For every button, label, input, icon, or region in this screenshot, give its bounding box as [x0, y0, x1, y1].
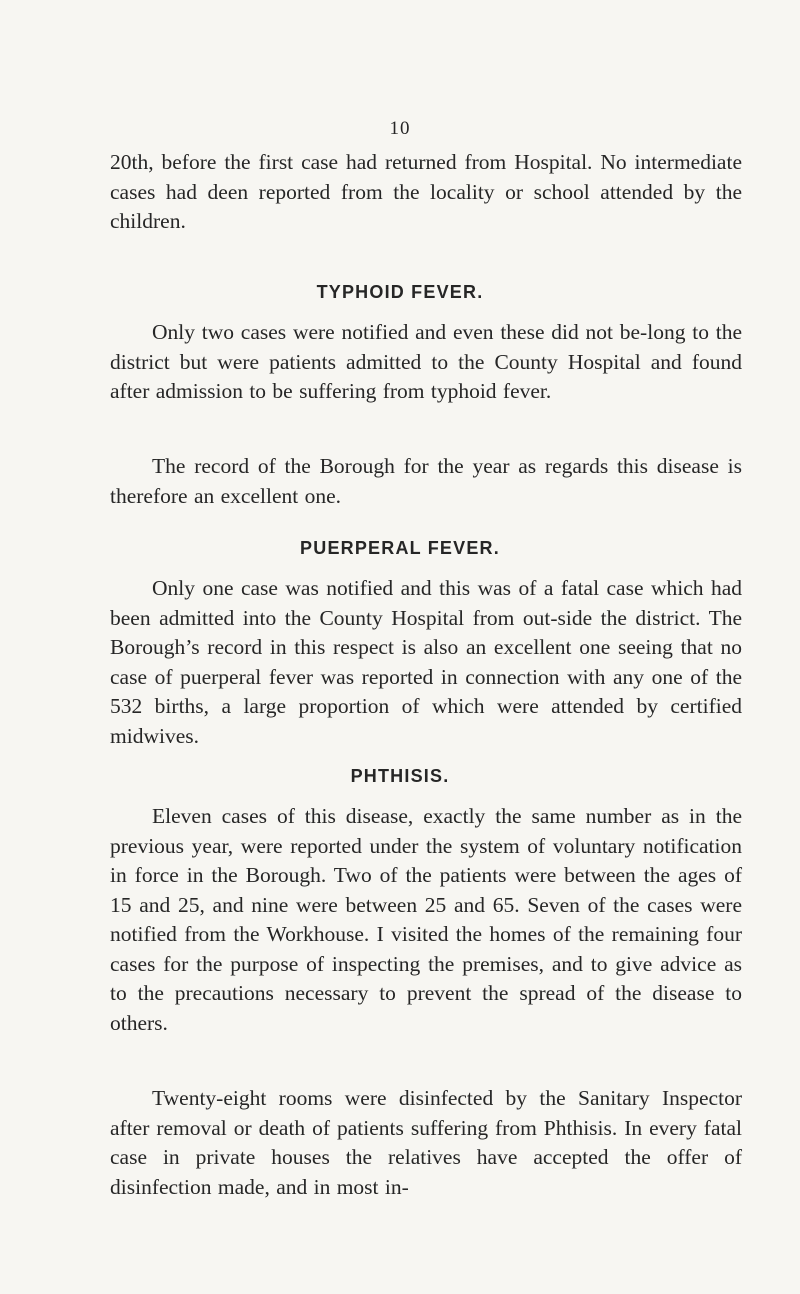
phthisis-heading: PHTHISIS.	[350, 766, 450, 786]
phthisis-paragraph-1: Eleven cases of this disease, exactly the same number as in the previous year, were reported under the system of voluntary notification in force in the Borough. Two of the patients were between the ages of 15 and 25, and nine were between 25 and 65. Seven of the cases were notified from the Workhouse. I visited the homes of the remaining four cases for the purpose of inspecting the premises, and to give advice as to the precautions necessary to prevent the spread of the disease to others.	[110, 804, 742, 1035]
typhoid-fever-heading: TYPHOID FEVER.	[316, 282, 484, 302]
typhoid-paragraph-2: The record of the Borough for the year as regards this disease is therefore an excellent one.	[110, 454, 742, 508]
puerperal-paragraph-1: Only one case was notified and this was of a fatal case which had been admitted into the County Hospital from out-side the district. The Borough’s record in this respect is also an excellent one seeing that no case of puerperal fever was reported in connection with any one of the 532 births, a large proportion of which were attended by certified midwives.	[110, 576, 742, 748]
page-number: 10	[389, 118, 411, 139]
typhoid-paragraph-1: Only two cases were notified and even these did not be-long to the district but were patients admitted to the County Hospital and found after admission to be suffering from typhoid fever.	[110, 320, 742, 403]
intro-paragraph: 20th, before the first case had returned from Hospital. No intermediate cases had deen reported from the locality or school attended by the children.	[110, 150, 742, 233]
phthisis-paragraph-2: Twenty-eight rooms were disinfected by the Sanitary Inspector after removal or death of patients suffering from Phthisis. In every fatal case in private houses the relatives have accepted the offer of disinfection made, and in most in-	[110, 1086, 742, 1199]
puerperal-fever-heading: PUERPERAL FEVER.	[300, 538, 500, 558]
